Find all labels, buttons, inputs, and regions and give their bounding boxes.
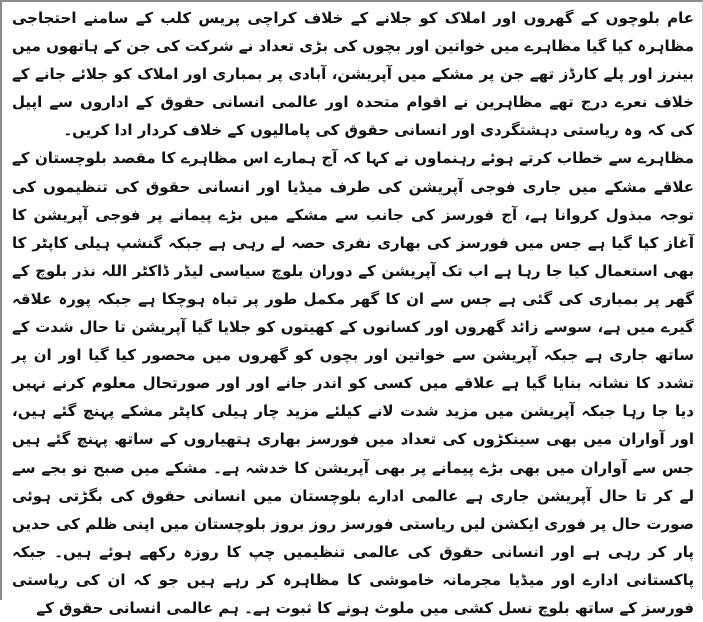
- article-body: [12, 4, 694, 622]
- article-paragraph-1: عام بلوچوں کے گھروں اور املاک کو جلانے کے خلاف کراچی پریس کلب کے سامنے احتجاجی مظاہرہ کیا گیا مظاہرے میں خواتین اور بچوں کی بڑی تعداد نے شرکت کی جن کے ہاتھوں میں بینرز اور پلے کارڈز تھے جن پر مشکے میں آپریشن، آبادی پر بمباری اور املاک کو جلائے جانے کے خلاف نعرے درج تھے مظاہرین نے اقوام متحدہ اور عالمی انسانی حقوق کے اداروں سے اپیل کی کہ وہ ریاستی دہشتگردی اور انسانی حقوق کی پامالیوں کے خلاف کردار ادا کریں۔: [12, 9, 694, 140]
- article-paragraph-2: مظاہرے سے خطاب کرتے ہوئے رہنماوں نے کہا کہ آج ہمارے اس مظاہرے کا مقصد بلوچستان کے علاقے مشکے میں جاری فوجی آپریشن کی طرف میڈیا اور انسانی حقوق کی تنظیموں کی توجہ مبذول کروانا ہے، آج فورسز کی جانب سے مشکے میں بڑے پیمانے پر فوجی آپریشن کا آغاز کیا گیا ہے جس میں فورسز کی بھاری نفری حصہ لے رہی ہے جبکہ گنشپ ہیلی کاپٹر کا بھی استعمال کیا جا رہا ہے اب تک آپریشن کے دوران بلوچ سیاسی لیڈر ڈاکٹر اللہ نذر بلوچ کے گھر پر بمباری کی گئی ہے جس سے ان کا گھر مکمل طور پر تباہ ہوچکا ہے جبکہ پورہ علاقہ گیرے میں ہے، سوسے زائد گھروں اور کسانوں کے کھیتوں کو جلایا گیا آپریشن تا حال شدت کے ساتھ جاری ہے جبکہ آپریشن سے خواتین اور بچوں کو گھروں میں محصور کیا گیا اور ان پر تشدد کا نشانہ بنایا گیا ہے علاقے میں کسی کو اندر جانے اور اور صورتحال معلوم کرنے نہیں دیا جا رہا جبکہ آپریشن میں مزید شدت لانے کیلئے مزید چار ہیلی کاپٹر مشکے پہنچ گئے ہیں، اور آواران میں بھی سینکڑوں کی تعداد میں فورسز بھاری ہتھیاروں کے ساتھ پہنچ گئے ہیں جس سے آواران میں بھی بڑے پیمانے پر بھی آپریشن کا خدشہ ہے۔ مشکے میں صبح نو بجے سے لے کر تا حال آپریشن جاری ہے عالمی ادارے بلوچستان میں انسانی حقوق کی بگڑتی ہوئی صورت حال پر فوری ایکشن لیں ریاستی فورسز روز بروز بلوچستان میں اپنی ظلم کی حدیں پار کر رہی ہے اور انسانی حقوق کی عالمی تنظیمیں چپ کا روزہ رکھے ہوئے ہیں۔ جبکہ پاکستانی ادارے اور میڈیا مجرمانہ خاموشی کا مظاہرہ کر رہے ہیں جو کہ ان کی ریاستی فورسز کے ساتھ بلوچ نسل کشی میں ملوث ہونے کا ثبوت ہے۔ ہم عالمی انسانی حقوق کے: [12, 149, 694, 617]
